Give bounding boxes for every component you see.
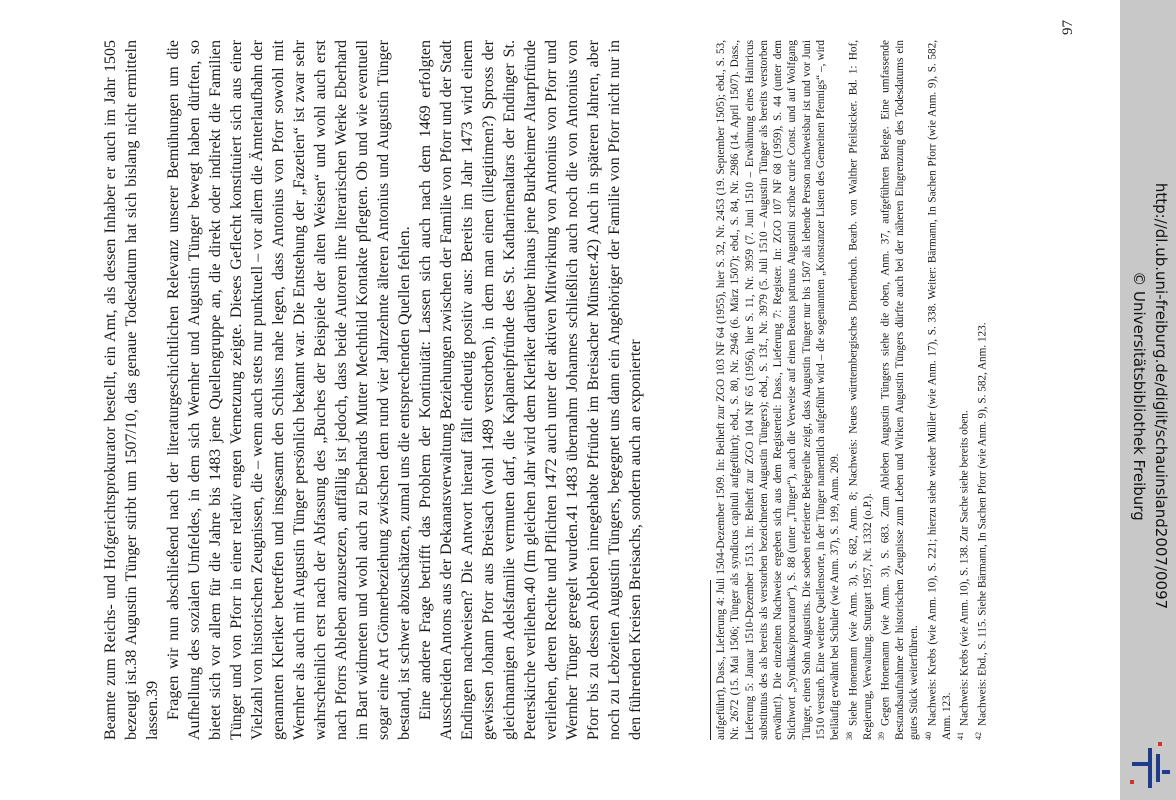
body-paragraph-1: Beamte zum Reichs- und Hofgerichtsprokurator bestellt, ein Amt, als dessen Inhaber er auch im Jahr 1505 bezeugt ist.38 Augustin Tünger stirbt um 1507/10, das genaue Todesdatum hat sich bislang nicht ermitteln lassen.39 [102,40,161,740]
footnote-text: Nachweis: Krebs (wie Anm. 10), S. 221; hierzu siehe wieder Müller (wie Anm. 17), S. 338. Weiter: Bärmann, In Sachen Pforr (wie Anm. 9), S. 582, Anm. 123. [926,40,953,740]
footnote-40 [922,40,954,740]
footnote-divider [710,580,711,740]
logo-accent [1130,780,1134,784]
logo-bar [1156,754,1160,782]
footnotes [714,40,990,740]
footnote-text: Siehe Honemann (wie Anm. 3), S. 682, Anm. 8; Nachweis: Neues württembergisches Dienerbuch. Bearb. von Walther Pfeilsticker. Bd. 1: Hof, Regierung, Verwaltung. Stuttgart 1957, Nr. 1332 (o.P.). [847,40,874,740]
body-paragraph-3: Eine andere Frage betrifft das Problem der Kontinuität: Lassen sich auch nach dem 1469 erfolgten Ausscheiden Antons aus der Dekanatsverwaltung Beziehungen zwischen der Familie von Pforr und der Stadt Endingen nachweisen? Die Antwort hierauf fällt eindeutig positiv aus: Bereits im Jahr 1473 wird einem gewissen Johann Pforr aus Breisach (wohl 1489 verstorben), in dem man einen (illegitimen?) Spross der gleichnamigen Adelsfamilie vermuten darf, die Kaplaneipfründe des St. Katharinenaltars der Endinger St. Peterskirche verliehen.40 (Im gleichen Jahr wird dem Kleriker darüber hinaus jene Burkheimer Altarpfründe verliehen, deren Rechte und Pflichten 1472 auch unter der aktiven Mitwirkung von Antonius von Pforr und Wernher Tünger geregelt wurden.41 1483 übernahm Johannes schließlich auch noch die von Antonius von Pforr bis zu dessen Ableben innegehabte Pfründe im Breisacher Münster.42) Auch in späteren Jahren, aber noch zu Lebzeiten Augustin Tüngers, begegnet uns dann ein Angehöriger der Familie von Pforr nicht nur in den führenden Kreisen Breisachs, sondern auch an exponierter [417,40,644,740]
footnote-text: aufgeführt), Dass., Lieferung 4: Juli 1504-Dezember 1509. In: Beiheft zur ZGO 103 NF 64 (1955), hier S. 32, Nr. 2453 (19. September 1505); ebd., S. 53, Nr. 2672 (15. Mai 1506; Tünger als syndicus capituli aufgeführt); ebd., S. 80, Nr. 2946 (6. März 1507); ebd., S. 84, Nr. 2986 (14. April 1507). Dass., Lieferung 5: Januar 1510-Dezember 1513. In: Beiheft zur ZGO 104 NF 65 (1956), hier S. 11, Nr. 3959 (7. Juni 1510 – Erwähnung eines Hainricus substitutus des als bereits als verstorben bezeichneten Augustin Tüngers); ebd., S. 13f., Nr. 3979 (5. Juli 1510 – Augustin Tünger als bereits verstorben erwähnt!). Die einzelnen Nachweise ergeben sich aus dem Registerteil: Dass., Lieferung 7: Register. In: ZGO 107 NF 68 (1959), S. 44 (unter dem Stichwort „Syndikus/procurator“), S. 88 (unter „Tünger“), auch die Verweise auf einen Beatus patruus Augustini scribae curie Const. und auf Wolfgang Tünger, einen Sohn Augustins. Die soeben referierte Belegreihe zeigt, dass Augustin Tünger nur bis 1507 als lebende Person nachweisbar ist und vor Juni 1510 verstarb. Eine weitere Quellensorte, in der Tünger namentlich aufgeführt wird – die sogenannten „Konstanzer Listen des Gemeinen Pfennigs“ –, wird beiläufig erwähnt bei Schuler (wie Anm. 37), S. 199, Anm. 209. [715,40,842,740]
footnote-continuation [714,40,843,740]
footnote-41 [954,40,972,740]
footnote-42 [972,40,990,740]
body-paragraph-2: Fragen wir nun abschließend nach der literaturgeschichtlichen Relevanz unserer Bemühungen um die Aufhellung des sozialen Umfeldes, in dem sich Wernher und Augustin Tünger bewegt haben dürften, so bietet sich vor allem für die Jahre bis 1483 jene Quellengruppe an, die direkt oder indirekt die Familien Tünger und von Pforr in einer relativ engen Vernetzung zeigte. Dieses Geflecht konstituiert sich aus einer Vielzahl von historischen Zeugnissen, die – wenn auch stets nur punktuell – vor allem die Ämterlaufbahn der genannten Kleriker betreffen und insgesamt den Schluss nahe legen, dass Antonius von Pforr sowohl mit Wernher als auch mit Augustin Tünger persönlich bekannt war. Die Entstehung der „Fazetien“ ist zwar sehr wahrscheinlich erst nach der Abfassung des „Buches der Beispiele der alten Weisen“ und wohl auch erst nach Pforrs Ableben anzusetzen, auffällig ist jedoch, dass beide Autoren ihre literarischen Werke Eberhard im Bart widmeten und wohl auch zu Eberhards Mutter Mechthild Kontakte pflegten. Ob und wie eventuell sogar eine Art Gönnerbeziehung zwischen dem rund vier Jahrzehnte älteren Antonius und Augustin Tünger bestand, ist schwer abzuschätzen, zumal uns die entsprechenden Quellen fehlen. [165,40,413,740]
footnote-number: 39 [877,732,886,740]
library-logo-icon [1128,740,1172,790]
logo-bar [1148,748,1152,788]
footnote-38 [843,40,875,740]
footnote-39 [875,40,922,740]
copyright-notice: © Universitätsbibliothek Freiburg [1130,271,1148,521]
footnote-number: 42 [973,732,983,740]
page-number: 97 [1060,20,1076,35]
sidebar-caption [1128,6,1172,786]
footnote-number: 38 [844,732,854,740]
footnote-text: Nachweis: Ebd., S. 115. Siehe Bärmann, In Sachen Pforr (wie Anm. 9), S. 582, Anm. 123. [976,322,989,726]
footnote-text: Gegen Honemann (wie Anm. 3), S. 683. Zum Ableben Augustin Tüngers siehe die oben, Anm. 37, aufgeführten Belege. Eine umfassende Bestandsaufnahme der historischen Zeugnisse zum Leben und Wirken Augustin Tüngers dürfte auch bei der näheren Eingrenzung des Todesdatums ein gutes Stück weiterführen. [879,40,921,740]
footnote-number: 41 [955,732,965,740]
logo-accent [1158,742,1162,746]
logo-bar [1162,770,1170,774]
footnote-text: Nachweis: Krebs (wie Anm. 10), S. 138. Zur Sache siehe bereits oben. [958,410,971,726]
footnote-number: 40 [923,732,933,740]
body-text [100,40,646,740]
source-url-link[interactable]: http://dl.ub.uni-freiburg.de/diglit/schauinsland2007/0097 [1152,182,1170,610]
